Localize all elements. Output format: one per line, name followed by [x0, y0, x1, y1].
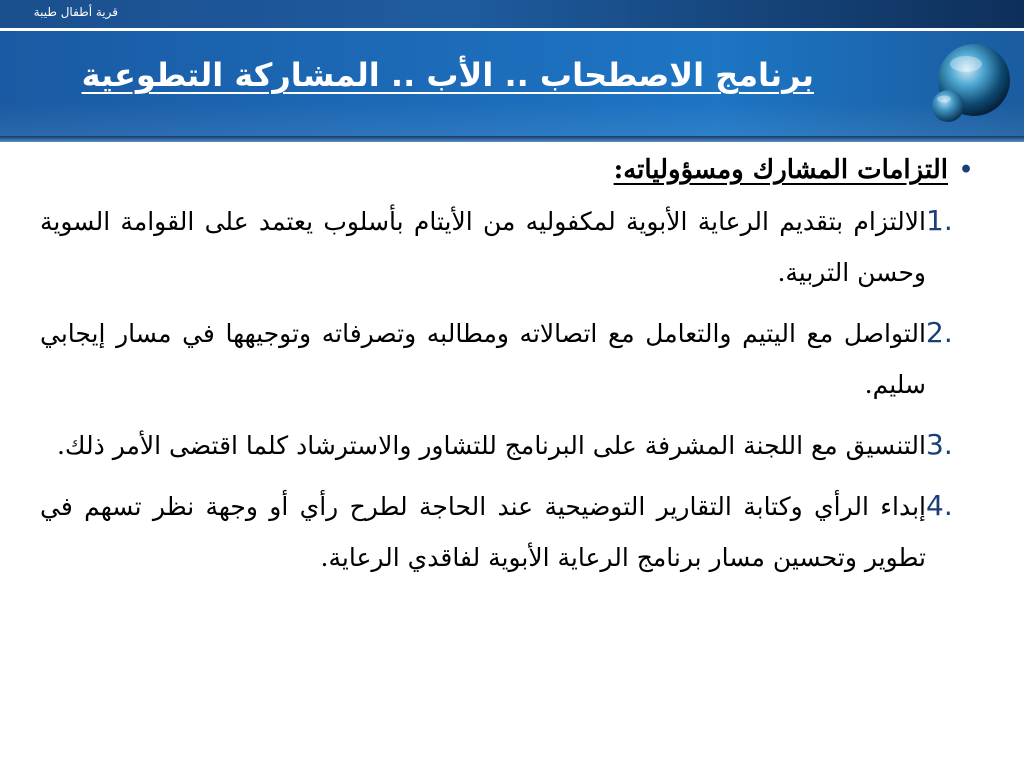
list-item — [40, 196, 984, 298]
glossy-sphere-icon — [928, 42, 1012, 126]
item-text: التواصل مع اليتيم والتعامل مع اتصالاته ومطالبه وتصرفاته وتوجيهها في مسار إيجابي سليم. — [40, 319, 926, 399]
band-divider — [0, 136, 1024, 142]
list-item — [40, 420, 984, 471]
item-number: 1. — [926, 204, 953, 237]
section-heading: التزامات المشارك ومسؤولياته: — [613, 155, 948, 185]
item-text: التنسيق مع اللجنة المشرفة على البرنامج للتشاور والاسترشاد كلما اقتضى الأمر ذلك. — [56, 431, 926, 460]
section-heading-row — [40, 150, 984, 190]
top-strip — [0, 0, 1024, 28]
item-number: 2. — [926, 316, 953, 349]
item-text: إبداء الرأي وكتابة التقارير التوضيحية عند الحاجة لطرح رأي أو وجهة نظر تسهم في تطوير وتحسين مسار برنامج الرعاية الأبوية لفاقدي الرعاية. — [40, 492, 926, 572]
bullet-icon: • — [958, 157, 974, 183]
item-number: 4. — [926, 489, 953, 522]
list-item — [40, 481, 984, 583]
obligations-list — [40, 196, 984, 583]
item-number: 3. — [926, 428, 953, 461]
slide-content — [40, 150, 984, 593]
list-item — [40, 308, 984, 410]
slide-title: برنامج الاصطحاب .. الأب .. المشاركة التطوعية — [81, 56, 814, 94]
item-text: الالتزام بتقديم الرعاية الأبوية لمكفوليه من الأيتام بأسلوب يعتمد على القوامة السوية وحسن التربية. — [40, 207, 926, 287]
org-name: قرية أطفال طيبة — [33, 5, 118, 19]
